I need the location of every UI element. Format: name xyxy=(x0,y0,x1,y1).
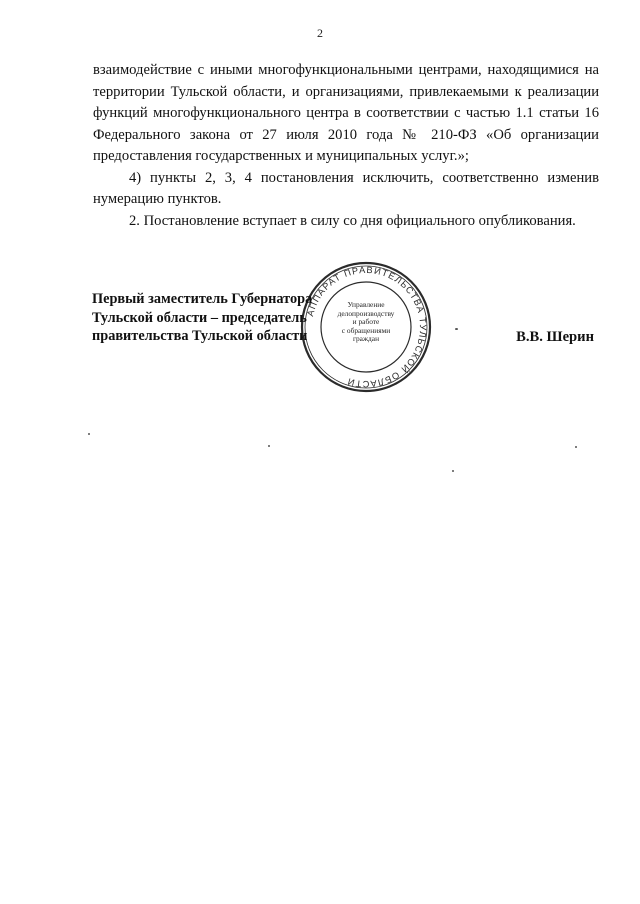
seal-line: граждан xyxy=(352,334,380,344)
scan-speck xyxy=(268,445,270,447)
page-number: 2 xyxy=(317,26,323,40)
seal-line: и работе xyxy=(352,317,380,327)
seal-line: делопроизводству xyxy=(337,308,395,318)
paragraph-continuation: взаимодействие с иными многофункциональными центрами, находящимися на территории Тульской области, и организациями, привлекаемыми к реализации функций многофункционального центра в соответствии с частью 1.1 статьи 16 Федерального закона от 27 июля 2010 года № 210-ФЗ «Об организации предоставления государственных и муниципальных услуг.»; xyxy=(93,62,599,164)
scan-speck xyxy=(452,470,454,472)
seal-ring-text: АППАРАТ ПРАВИТЕЛЬСТВА ТУЛЬСКОЙ ОБЛАСТИ xyxy=(305,264,429,390)
signatory-title xyxy=(92,290,352,346)
signatory-title-line: Первый заместитель Губернатора xyxy=(92,291,313,307)
scan-speck xyxy=(88,433,90,435)
signatory-title-line: правительства Тульской области xyxy=(92,328,308,344)
signatory-title-line: Тульской области – председатель xyxy=(92,309,307,326)
seal-line: с обращениями xyxy=(341,325,391,335)
scan-speck xyxy=(455,328,458,330)
paragraph-item-2: 2. Постановление вступает в силу со дня официального опубликования. xyxy=(129,212,576,229)
signatory-name: В.В. Шерин xyxy=(516,329,594,345)
document-body xyxy=(93,60,599,232)
paragraph-item-4: 4) пункты 2, 3, 4 постановления исключить, соответственно изменив нумерацию пунктов. xyxy=(93,169,599,207)
signature-block xyxy=(92,290,602,346)
scan-speck xyxy=(575,446,577,448)
seal-line: Управление xyxy=(347,300,385,309)
